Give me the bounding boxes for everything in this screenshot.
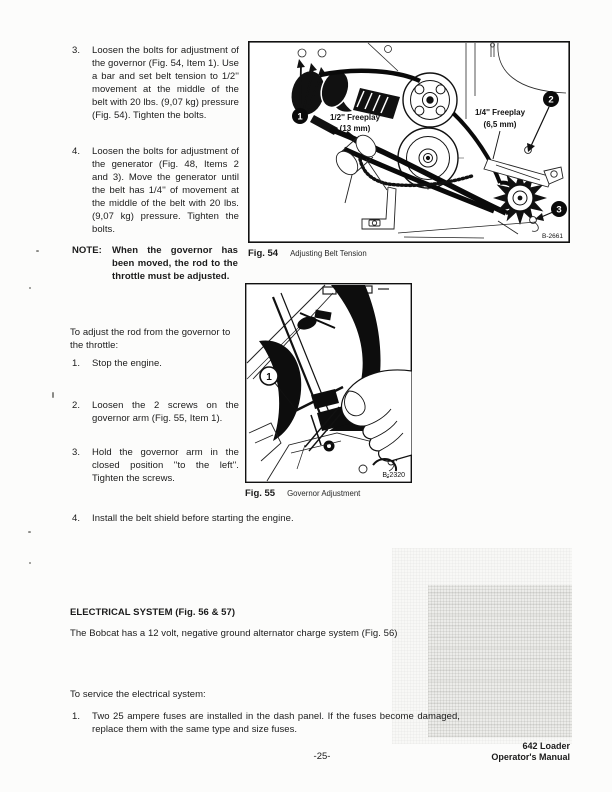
figure-55-illustration (245, 283, 412, 483)
callout-3-badge (551, 201, 567, 217)
figure-54-caption-label: Fig. 54 (248, 248, 279, 259)
step-text: Install the belt shield before starting the engine. (92, 513, 294, 524)
step-number: 1. (72, 358, 81, 369)
scan-speck (29, 287, 31, 289)
item-text: Loosen the bolts for adjustment of the generator (Fig. 48, Items 2 and 3). Move the generator until the belt has 1/4'' of movement at the middle of the belt with 20 lbs. (9,07 kg) pressure. Tighten the bolts. (92, 146, 239, 235)
freeplay-half-label: 1/2'' Freeplay (329, 113, 381, 122)
electrical-intro: The Bobcat has a 12 volt, negative ground alternator charge system (Fig. 56) (70, 628, 398, 639)
figure-55-caption-text: Governor Adjustment (287, 489, 361, 498)
callout-1-number: 1 (266, 372, 272, 383)
step-number: 1. (72, 711, 81, 722)
figure-54-caption (248, 248, 367, 259)
note-text: When the governor has been moved, the rod to the throttle must be adjusted. (112, 245, 238, 282)
figure-54-caption-text: Adjusting Belt Tension (290, 249, 367, 258)
scan-speck (36, 250, 39, 252)
figure-55-ref-code: B-2320 (382, 472, 405, 479)
instruction-item-3 (72, 44, 239, 122)
adjust-step-2 (72, 399, 239, 425)
freeplay-quarter-mm: (6,5 mm) (483, 120, 517, 129)
note-label: NOTE: (72, 245, 102, 256)
step-number: 4. (72, 513, 81, 524)
freeplay-half-mm: (13 mm) (339, 124, 371, 133)
electrical-step-1 (72, 710, 460, 736)
callout-1-number: 1 (297, 111, 303, 123)
callout-2-number: 2 (548, 94, 554, 106)
item-number: 4. (72, 146, 81, 157)
note-block (72, 244, 238, 283)
step-text: Stop the engine. (92, 358, 162, 369)
page-number: -25- (313, 751, 331, 762)
figure-54-illustration (248, 41, 570, 243)
callout-3-number: 3 (556, 204, 562, 216)
figure-55-caption-label: Fig. 55 (245, 488, 276, 499)
adjust-step-1 (72, 357, 239, 370)
adjust-step-3 (72, 446, 239, 485)
instruction-item-4 (72, 145, 239, 236)
footer-line-2: Operator's Manual (491, 752, 570, 762)
footer-manual-title (410, 741, 570, 763)
figure-55-caption (245, 488, 360, 499)
callout-2-badge (543, 91, 559, 107)
step-text: Hold the governor arm in the closed position ''to the left''. Tighten the screws. (92, 447, 239, 484)
item-text: Loosen the bolts for adjustment of the governor (Fig. 54, Item 1). Use a bar and set belt tension to 1/2'' movement at the middle of the belt with 20 lbs. (9,07 kg) pressure (Fig. 54). Tighten the bolts. (92, 45, 240, 121)
footer-line-1: 642 Loader (522, 741, 570, 751)
callout-1-badge (292, 108, 308, 124)
scan-speck (28, 531, 31, 533)
figure-55 (245, 283, 412, 483)
item-number: 3. (72, 45, 81, 56)
figure-54-ref-code: B-2661 (542, 233, 563, 240)
step-number: 3. (72, 447, 81, 458)
electrical-service-intro: To service the electrical system: (70, 689, 206, 700)
scan-speck (52, 392, 54, 398)
electrical-heading: ELECTRICAL SYSTEM (Fig. 56 & 57) (70, 607, 236, 618)
step-text: Loosen the 2 screws on the governor arm (Fig. 55, Item 1). (92, 400, 239, 424)
step-text: Two 25 ampere fuses are installed in the dash panel. If the fuses become damaged, replace them with the same type and size fuses. (92, 711, 460, 735)
adjust-step-4 (72, 512, 402, 525)
adjust-intro: To adjust the rod from the governor to the throttle: (70, 327, 231, 351)
figure-54 (248, 41, 570, 243)
freeplay-quarter-label: 1/4'' Freeplay (474, 108, 526, 117)
scan-speck (29, 562, 31, 564)
step-number: 2. (72, 400, 81, 411)
